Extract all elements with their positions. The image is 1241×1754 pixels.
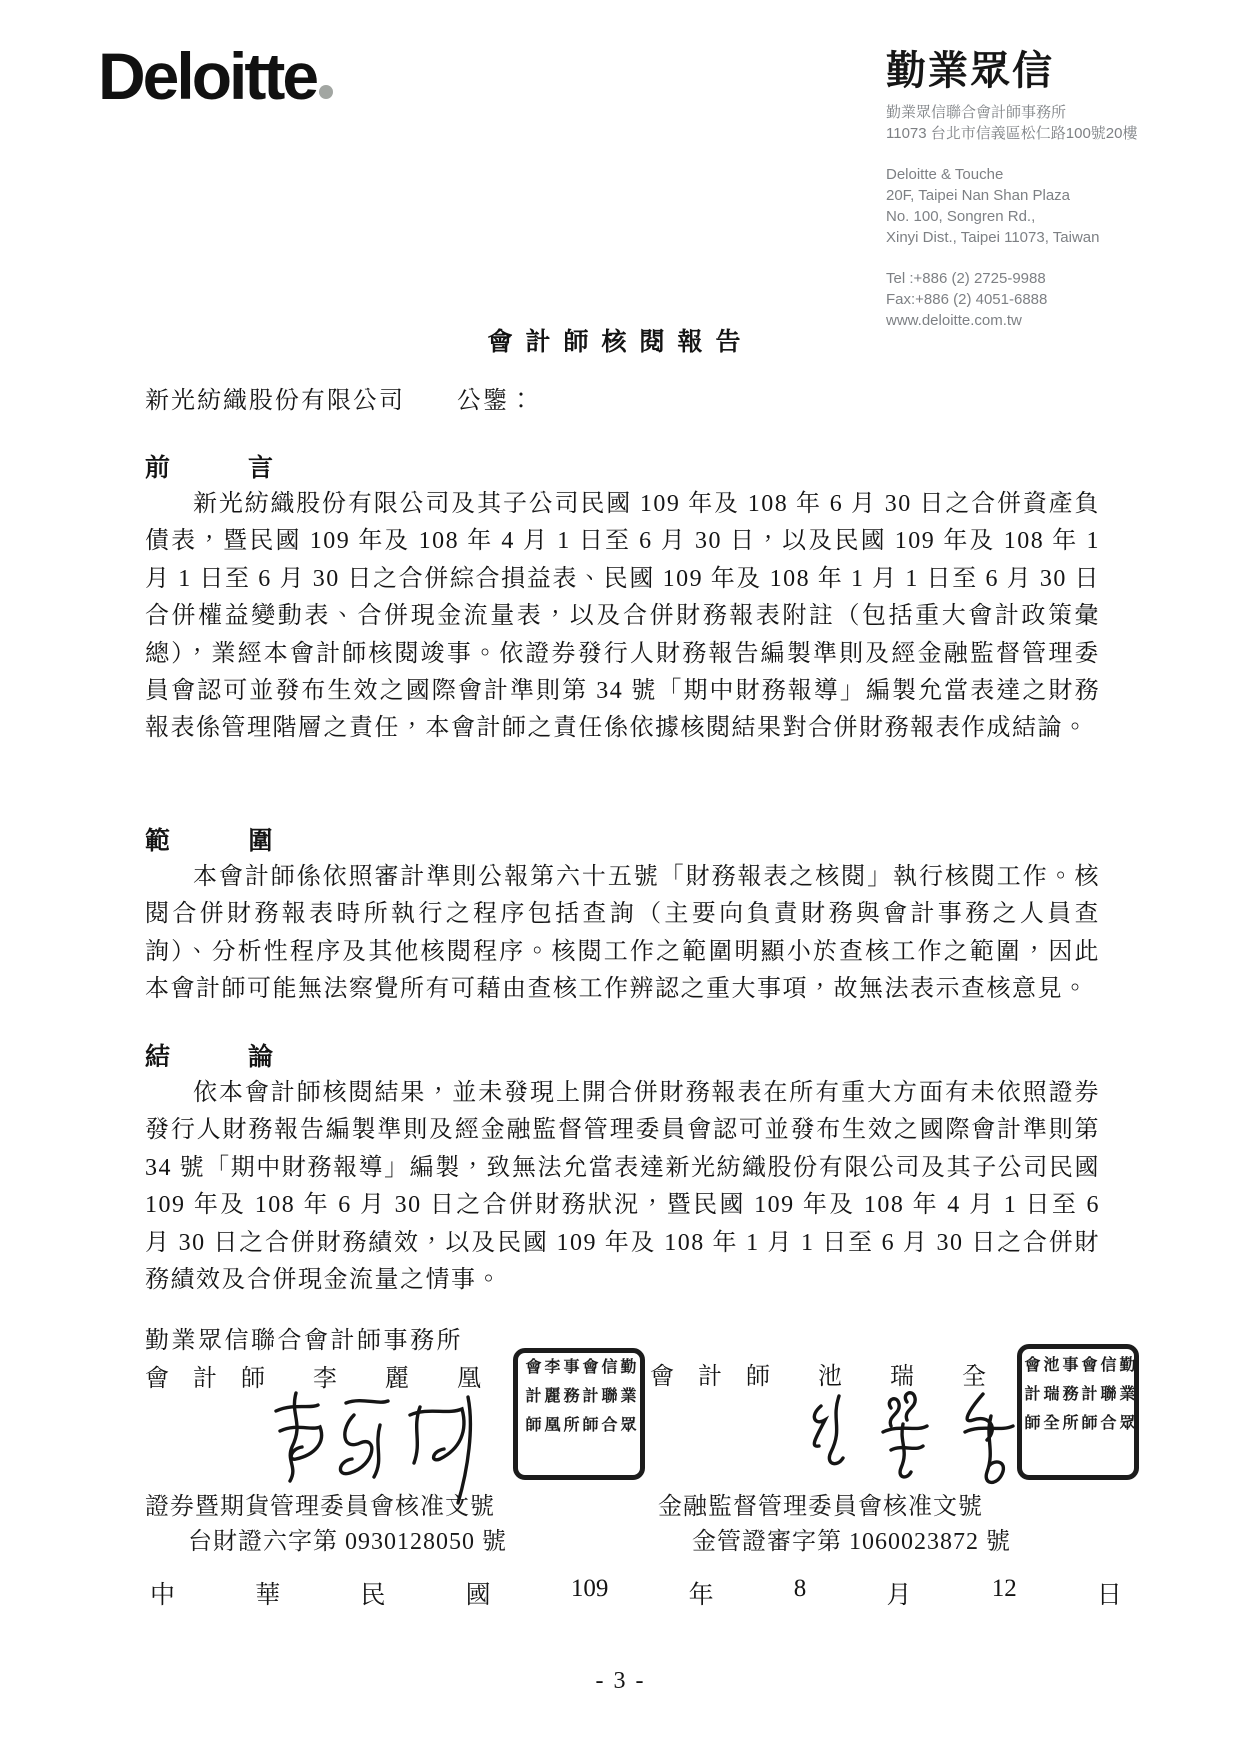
- date-char: 日: [1096, 1582, 1122, 1609]
- date-char: 華: [255, 1582, 281, 1609]
- deloitte-logo-text: Deloitte: [98, 39, 317, 113]
- section-heading-scope: [145, 821, 273, 857]
- heading-char: 前: [145, 455, 171, 482]
- cpa-seal-right: [1017, 1344, 1139, 1480]
- date-char: 民: [360, 1582, 386, 1609]
- heading-char: 言: [248, 455, 274, 482]
- letterhead-block: [886, 48, 1216, 331]
- address-line-3: Xinyi Dist., Taipei 11073, Taiwan: [886, 229, 1100, 246]
- firm-subtitle-zh: 勤業眾信聯合會計師事務所: [886, 104, 1067, 121]
- approval-title-sfc: 證券暨期貨管理委員會核准文號: [145, 1494, 495, 1520]
- firm-name-zh: 勤業眾信: [886, 49, 1054, 93]
- date-value-month: 8: [793, 1575, 807, 1602]
- date-char: 中: [150, 1582, 176, 1609]
- section-heading-conclusion: [145, 1037, 273, 1073]
- approval-number-sfc: 台財證六字第 0930128050 號: [188, 1529, 507, 1555]
- fax-line: Fax:+886 (2) 4051-6888: [886, 291, 1048, 308]
- website-line: www.deloitte.com.tw: [886, 312, 1022, 329]
- deloitte-logo-dot-icon: [319, 85, 333, 99]
- date-char: 國: [465, 1582, 491, 1609]
- section-paragraph-conclusion: 依本會計師核閱結果，並未發現上開合併財務報表在所有重大方面有未依照證券發行人財務報告編製準則及經金融監督管理委員會認可並發布生效之國際會計準則第 34 號「期中財務報導」編製，致無法允當表達新光紡織股份有限公司及其子公司民國 109 年及 108 年 6 月 30 日之合併財務狀況，暨民國 109 年及 108 年 4 月 1 日至 6 月 30 日之合併財務績效，以及民國 109 年及 108 年 1 月 1 日至 6 月 30 日之合併財務績效及合併現金流量之情事。: [145, 1080, 1100, 1294]
- signing-firm-line: 勤業眾信聯合會計師事務所: [145, 1328, 463, 1354]
- tel-line: Tel :+886 (2) 2725-9988: [886, 270, 1046, 287]
- heading-char: 論: [248, 1044, 274, 1071]
- heading-char: 結: [145, 1044, 171, 1071]
- recipient-line: 新光紡織股份有限公司 公鑒：: [145, 388, 535, 414]
- section-paragraph-foreword: 新光紡織股份有限公司及其子公司民國 109 年及 108 年 6 月 30 日之合併資產負債表，暨民國 109 年及 108 年 4 月 1 日至 6 月 30 日，以及民國 109 年及 108 年 1 月 1 日至 6 月 30 日之合併綜合損益表、民國 109 年及 108 年 1 月 1 日至 6 月 30 日合併權益變動表、合併現金流量表，以及合併財務報表附註（包括重大會計政策彙總），業經本會計師核閱竣事。依證券發行人財務報告編製準則及經金融監督管理委員會認可並發布生效之國際會計準則第 34 號「期中財務報導」編製允當表達之財務報表係管理階層之責任，本會計師之責任係依據核閱結果對合併財務報表作成結論。: [145, 491, 1100, 742]
- date-value-day: 12: [991, 1575, 1017, 1602]
- cpa-left-label-name: 會 計 師 李 麗 凰: [145, 1366, 481, 1392]
- page-number: - 3 -: [595, 1668, 646, 1694]
- approval-title-fsc: 金融監督管理委員會核准文號: [658, 1494, 983, 1520]
- firm-name-en: Deloitte & Touche: [886, 166, 1004, 183]
- cpa-seal-left-text: 勤業眾信聯合會計師事務所李麗凰會計師: [523, 1358, 635, 1445]
- deloitte-logo: [98, 38, 333, 114]
- section-paragraph-scope: 本會計師係依照審計準則公報第六十五號「財務報表之核閱」執行核閱工作。核閱合併財務報表時所執行之程序包括查詢（主要向負責財務與會計事務之人員查詢）、分析性程序及其他核閱程序。核閱工作之範圍明顯小於查核工作之範圍，因此本會計師可能無法察覺所有可藉由查核工作辨認之重大事項，故無法表示查核意見。: [145, 864, 1100, 1003]
- cpa-seal-left: [513, 1348, 645, 1480]
- date-char: 月: [886, 1582, 912, 1609]
- section-heading-foreword: [145, 448, 273, 484]
- address-line-2: No. 100, Songren Rd.,: [886, 208, 1036, 225]
- date-line: [150, 1575, 1122, 1611]
- approval-number-fsc: 金管證審字第 1060023872 號: [692, 1529, 1011, 1555]
- cpa-seal-right-text: 勤業眾信聯合會計師事務所池瑞全會計師: [1022, 1356, 1134, 1443]
- report-title: 會計師核閱報告: [487, 329, 754, 356]
- cpa-right-label-name: 會 計 師 池 瑞 全: [650, 1364, 986, 1390]
- address-line-1: 20F, Taipei Nan Shan Plaza: [886, 187, 1071, 204]
- signature-chih-jui-chuan: [795, 1380, 1025, 1495]
- date-value-year: 109: [570, 1575, 609, 1602]
- firm-address-zh: 11073 台北市信義區松仁路100號20樓: [886, 125, 1138, 142]
- heading-char: 範: [145, 828, 171, 855]
- heading-char: 圍: [248, 828, 274, 855]
- date-char: 年: [688, 1582, 714, 1609]
